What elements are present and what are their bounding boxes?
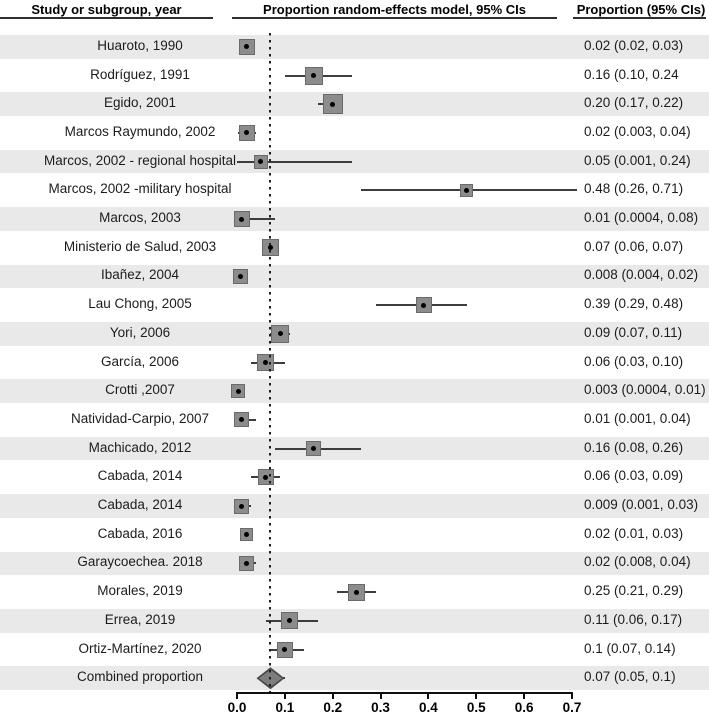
study-row [0, 607, 709, 636]
study-label: Ministerio de Salud, 2003 [63, 238, 217, 254]
study-label: Marcos Raymundo, 2002 [64, 123, 216, 139]
proportion-ci-value: 0.01 (0.001, 0.04) [584, 410, 691, 426]
proportion-ci-value: 0.05 (0.001, 0.24) [584, 152, 691, 168]
x-axis-tick-label: 0.5 [466, 700, 486, 715]
study-row [0, 320, 709, 349]
study-label: Yori, 2006 [109, 324, 171, 340]
proportion-ci-value: 0.02 (0.01, 0.03) [584, 525, 684, 541]
x-axis-tick-label: 0.0 [227, 700, 247, 715]
x-axis-tick-label: 0.6 [514, 700, 534, 715]
study-row [0, 348, 709, 377]
study-label: Machicado, 2012 [88, 439, 192, 455]
study-label: Garaycoechea. 2018 [77, 554, 203, 570]
pooled-estimate-reference-line [269, 33, 271, 693]
study-label: Morales, 2019 [97, 583, 183, 599]
point-estimate-dot [239, 504, 244, 509]
proportion-ci-value: 0.16 (0.08, 0.26) [584, 439, 684, 455]
point-estimate-dot [330, 102, 335, 107]
proportion-ci-value: 0.48 (0.26, 0.71) [584, 181, 684, 197]
plot-column-header: Proportion random-effects model, 95% CIs [263, 2, 526, 17]
study-row [0, 90, 709, 119]
study-label: Errea, 2019 [104, 611, 176, 627]
proportion-ci-value: 0.07 (0.05, 0.1) [584, 669, 676, 685]
x-axis-tick [380, 692, 382, 699]
study-label: Lau Chong, 2005 [88, 296, 192, 312]
study-label: Crotti ,2007 [105, 382, 175, 398]
study-label: García, 2006 [100, 353, 180, 369]
point-estimate-dot [278, 331, 283, 336]
value-column-header: Proportion (95% CIs) [576, 2, 706, 17]
x-axis-tick [284, 692, 286, 699]
x-axis-tick [332, 692, 334, 699]
x-axis-tick-label: 0.3 [371, 700, 390, 715]
study-row [0, 147, 709, 176]
proportion-ci-value: 0.20 (0.17, 0.22) [584, 95, 684, 111]
study-row [0, 377, 709, 406]
proportion-ci-value: 0.16 (0.10, 0.24 [584, 66, 679, 82]
study-label: Natividad-Carpio, 2007 [70, 410, 210, 426]
proportion-ci-value: 0.11 (0.06, 0.17) [584, 611, 683, 627]
study-label: Cabada, 2014 [97, 497, 183, 513]
study-label: Marcos, 2002 -military hospital [48, 181, 232, 197]
study-label: Rodríguez, 1991 [90, 66, 190, 82]
x-axis-tick-label: 0.1 [275, 700, 295, 715]
study-row [0, 205, 709, 234]
study-row [0, 578, 709, 607]
proportion-ci-value: 0.06 (0.03, 0.10) [584, 353, 684, 369]
proportion-ci-value: 0.06 (0.03, 0.09) [584, 468, 684, 484]
proportion-ci-value: 0.02 (0.008, 0.04) [584, 554, 691, 570]
study-row [0, 176, 709, 205]
x-axis-tick-label: 0.4 [419, 700, 438, 715]
study-label: Ibañez, 2004 [100, 267, 180, 283]
proportion-ci-value: 0.008 (0.004, 0.02) [584, 267, 699, 283]
value-header-underline [573, 17, 706, 19]
proportion-ci-value: 0.39 (0.29, 0.48) [584, 296, 684, 312]
study-row [0, 262, 709, 291]
study-header-underline [0, 17, 213, 19]
proportion-ci-value: 0.003 (0.0004, 0.01) [584, 382, 706, 398]
point-estimate-dot [354, 590, 359, 595]
x-axis-tick [571, 692, 573, 699]
study-row [0, 520, 709, 549]
point-estimate-dot [236, 389, 241, 394]
study-label: Egido, 2001 [103, 95, 177, 111]
study-row [0, 233, 709, 262]
x-axis-tick [427, 692, 429, 699]
proportion-ci-value: 0.25 (0.21, 0.29) [584, 583, 684, 599]
study-row [0, 463, 709, 492]
proportion-ci-value: 0.02 (0.003, 0.04) [584, 123, 691, 139]
study-column-header: Study or subgroup, year [31, 2, 182, 17]
study-label: Cabada, 2016 [97, 525, 183, 541]
study-label: Ortiz-Martínez, 2020 [78, 640, 202, 656]
proportion-ci-value: 0.01 (0.0004, 0.08) [584, 210, 699, 226]
x-axis-tick-label: 0.7 [562, 700, 582, 715]
study-label: Marcos, 2003 [99, 210, 181, 226]
study-label: Huaroto, 1990 [97, 37, 183, 53]
study-row [0, 635, 709, 664]
study-row [0, 291, 709, 320]
study-row [0, 406, 709, 435]
point-estimate-dot [244, 561, 249, 566]
plot-header-underline [232, 17, 557, 19]
study-row [0, 434, 709, 463]
study-row [0, 119, 709, 148]
study-label: Combined proportion [76, 669, 204, 685]
x-axis-tick [523, 692, 525, 699]
x-axis-tick-label: 0.2 [323, 700, 343, 715]
x-axis-tick [475, 692, 477, 699]
study-label: Marcos, 2002 - regional hospital [43, 152, 237, 168]
combined-row [0, 664, 709, 693]
proportion-ci-value: 0.09 (0.07, 0.11) [584, 324, 683, 340]
x-axis-tick [236, 692, 238, 699]
proportion-ci-value: 0.07 (0.06, 0.07) [584, 238, 684, 254]
proportion-ci-value: 0.1 (0.07, 0.14) [584, 640, 676, 656]
study-row [0, 33, 709, 62]
study-label: Cabada, 2014 [97, 468, 183, 484]
proportion-ci-value: 0.009 (0.001, 0.03) [584, 497, 699, 513]
proportion-ci-value: 0.02 (0.02, 0.03) [584, 37, 684, 53]
point-estimate-dot [239, 217, 244, 222]
study-row [0, 61, 709, 90]
point-estimate-dot [421, 303, 426, 308]
study-row [0, 549, 709, 578]
study-row [0, 492, 709, 521]
